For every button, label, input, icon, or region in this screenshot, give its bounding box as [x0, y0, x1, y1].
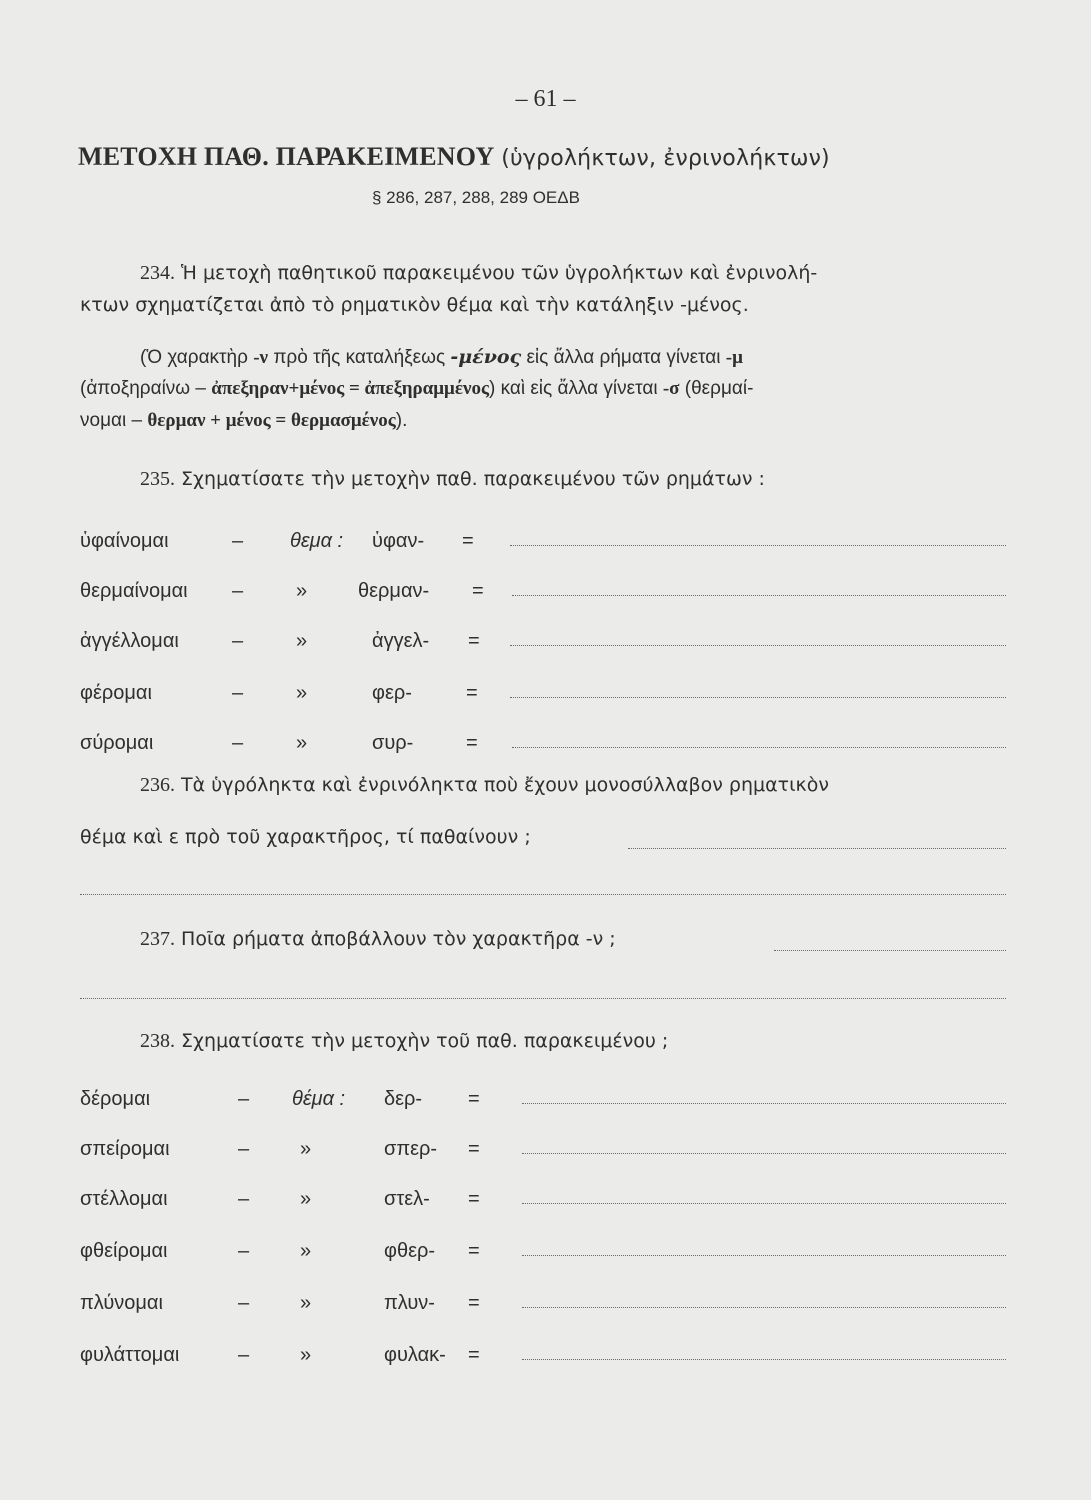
exercise-number: 234.: [140, 262, 175, 284]
equals-sign: =: [468, 1138, 480, 1160]
title-main: ΜΕΤΟΧΗ ΠΑΘ. ΠΑΡΑΚΕΙΜΕΝΟΥ: [78, 142, 495, 171]
exercise-236-line-2: θέμα καὶ ε πρὸ τοῦ χαρακτῆρος, τί παθαίνουν ;: [80, 826, 531, 848]
stem-label: »: [296, 682, 308, 704]
note-bold: θερμαν + μένος = θερμασμένος: [147, 410, 396, 431]
verb: στέλλομαι: [80, 1188, 168, 1210]
exercise-text: Τὰ ὑγρόληκτα καὶ ἐνρινόληκτα ποὺ ἔχουν μονοσύλλαβον ρηματικὸν: [181, 774, 829, 796]
stem: ἀγγελ-: [372, 630, 430, 652]
exercise-235-heading: [140, 468, 765, 491]
note-bold: -σ: [662, 378, 680, 399]
stem-label: »: [300, 1240, 312, 1262]
answer-blank[interactable]: [80, 998, 1006, 999]
stem: στελ-: [384, 1188, 430, 1210]
dash: –: [232, 580, 244, 602]
verb: σύρομαι: [80, 732, 154, 754]
answer-blank[interactable]: [512, 595, 1006, 596]
stem: σπερ-: [384, 1138, 438, 1160]
note-bold: -ν: [253, 347, 269, 368]
dash: –: [238, 1292, 250, 1314]
equals-sign: =: [472, 580, 484, 602]
note-text: ) καὶ εἰς ἄλλα γίνεται: [488, 378, 663, 399]
note-text: εἰς ἄλλα ρήματα γίνεται: [521, 347, 726, 368]
stem-label: »: [300, 1188, 312, 1210]
title-subtitle: (ὑγρολήκτων, ἐνρινολήκτων): [501, 146, 830, 171]
exercise-text: Σχηματίσατε τὴν μετοχὴν παθ. παρακειμένου τῶν ρημάτων :: [181, 468, 765, 490]
stem-label: θέμα :: [292, 1088, 346, 1110]
note-text: (ἀποξηραίνω –: [80, 378, 212, 399]
stem: θερμαν-: [358, 580, 430, 602]
answer-blank[interactable]: [510, 697, 1006, 698]
stem: πλυν-: [384, 1292, 435, 1314]
exercise-234-line-2: κτων σχηματίζεται ἀπὸ τὸ ρηματικὸν θέμα καὶ τὴν κατάληξιν -μένος.: [80, 294, 749, 316]
equals-sign: =: [468, 630, 480, 652]
note-text: νομαι –: [80, 410, 148, 431]
exercise-238-heading: [140, 1030, 668, 1053]
dash: –: [232, 630, 244, 652]
verb: φθείρομαι: [80, 1240, 168, 1262]
verb: πλύνομαι: [80, 1292, 163, 1314]
page-number: – 61 –: [515, 86, 576, 112]
answer-blank[interactable]: [522, 1203, 1006, 1204]
answer-blank[interactable]: [628, 848, 1006, 849]
note-bold: -μ: [725, 347, 743, 368]
dash: –: [232, 530, 244, 552]
page-title: [78, 142, 830, 172]
stem-label: »: [300, 1344, 312, 1366]
stem: φθερ-: [384, 1240, 436, 1262]
exercise-text: Ποῖα ρήματα ἀποβάλλουν τὸν χαρακτῆρα -ν ;: [181, 928, 616, 950]
equals-sign: =: [466, 682, 478, 704]
stem: φυλακ-: [384, 1344, 446, 1366]
note-line-3: [80, 410, 407, 432]
note-text: (Ὁ χαρακτὴρ: [140, 347, 254, 368]
equals-sign: =: [468, 1240, 480, 1262]
equals-sign: =: [466, 732, 478, 754]
stem: συρ-: [372, 732, 414, 754]
note-text: (θερμαί-: [679, 378, 754, 399]
exercise-number: 235.: [140, 468, 175, 490]
note-bold: -μένος: [450, 346, 522, 368]
stem-label: »: [296, 580, 308, 602]
equals-sign: =: [468, 1088, 480, 1110]
stem: ὑφαν-: [372, 530, 425, 552]
exercise-number: 236.: [140, 774, 175, 796]
note-line-2: [80, 378, 753, 400]
verb: ὑφαίνομαι: [80, 530, 169, 552]
verb: φέρομαι: [80, 682, 152, 704]
answer-blank[interactable]: [522, 1153, 1006, 1154]
note-text: πρὸ τῆς καταλήξεως: [268, 347, 451, 368]
exercise-text: Σχηματίσατε τὴν μετοχὴν τοῦ παθ. παρακειμένου ;: [181, 1030, 669, 1052]
note-text: ).: [395, 410, 408, 431]
dash: –: [238, 1088, 250, 1110]
stem: δερ-: [384, 1088, 423, 1110]
exercise-234-line-1: [140, 262, 817, 285]
answer-blank[interactable]: [522, 1255, 1006, 1256]
exercise-number: 238.: [140, 1030, 175, 1052]
note-line-1: [140, 346, 743, 369]
stem-label: θεμα :: [290, 530, 344, 552]
answer-blank[interactable]: [522, 1307, 1006, 1308]
stem: φερ-: [372, 682, 412, 704]
stem-label: »: [300, 1292, 312, 1314]
equals-sign: =: [468, 1344, 480, 1366]
equals-sign: =: [468, 1188, 480, 1210]
verb: δέρομαι: [80, 1088, 151, 1110]
grammar-references: § 286, 287, 288, 289 ΟΕΔΒ: [372, 188, 580, 207]
verb: ἀγγέλλομαι: [80, 630, 179, 652]
answer-blank[interactable]: [80, 894, 1006, 895]
equals-sign: =: [462, 530, 474, 552]
exercise-number: 237.: [140, 928, 175, 950]
dash: –: [232, 682, 244, 704]
dash: –: [238, 1344, 250, 1366]
answer-blank[interactable]: [522, 1103, 1006, 1104]
note-bold: ἀπεξηραν+μένος = ἀπεξηραμμένος: [211, 378, 489, 399]
verb: σπείρομαι: [80, 1138, 170, 1160]
dash: –: [238, 1240, 250, 1262]
verb: θερμαίνομαι: [80, 580, 188, 602]
answer-blank[interactable]: [510, 545, 1006, 546]
stem-label: »: [296, 732, 308, 754]
answer-blank[interactable]: [512, 747, 1006, 748]
stem-label: »: [300, 1138, 312, 1160]
dash: –: [238, 1188, 250, 1210]
dash: –: [232, 732, 244, 754]
equals-sign: =: [468, 1292, 480, 1314]
answer-blank[interactable]: [522, 1359, 1006, 1360]
verb: φυλάττομαι: [80, 1344, 180, 1366]
exercise-236-line-1: [140, 774, 829, 797]
answer-blank[interactable]: [774, 950, 1006, 951]
exercise-237-heading: [140, 928, 616, 951]
stem-label: »: [296, 630, 308, 652]
dash: –: [238, 1138, 250, 1160]
exercise-text: Ἡ μετοχὴ παθητικοῦ παρακειμένου τῶν ὑγρολήκτων καὶ ἐνρινολή-: [181, 262, 818, 284]
answer-blank[interactable]: [510, 645, 1006, 646]
